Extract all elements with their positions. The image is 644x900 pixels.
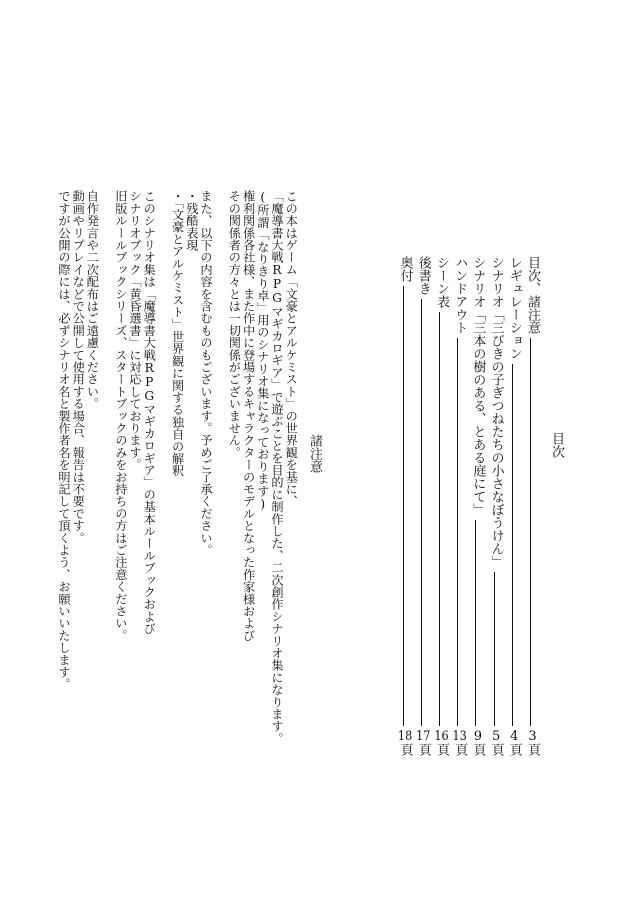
- toc-entry-label: ハンドアウト: [452, 256, 468, 334]
- toc-page-number: [487, 730, 503, 756]
- toc-entry-label: 目次、諸注意: [525, 256, 540, 334]
- notes-line: ・「文豪とアルケミスト」世界観に関する独自の解釈: [170, 190, 185, 477]
- toc-page-unit: 頁: [470, 743, 486, 756]
- toc-page-digits: 17: [416, 730, 431, 743]
- toc-page-number: [450, 730, 466, 756]
- toc-leader-line: [403, 286, 404, 726]
- toc-page-number: [432, 730, 448, 756]
- notes-line: 「魔導書大戦RPGマギカロギア」で遊ぶことを目的に制作した、二次創作シナリオ集になります。: [270, 190, 284, 745]
- notes-line: 動画やリプレイなどで公開して使用する場合、報告は不要です。: [71, 190, 86, 544]
- toc-entry-label: シナリオ「三びきの子ぎつねたちの小さなぼうけん」: [488, 256, 504, 568]
- toc-leader-line: [494, 572, 495, 726]
- toc-page-number: [396, 730, 412, 756]
- notes-line: また、以下の内容を含むものもございます。予めご了承ください。: [199, 190, 213, 556]
- toc-page-unit: 頁: [506, 743, 522, 756]
- toc-leader-line: [421, 299, 422, 726]
- notes-line: 自作発言や二次配布はご遠慮ください。: [85, 190, 100, 410]
- notes-title: 諸注意: [307, 434, 322, 473]
- toc-page-digits: 16: [434, 730, 449, 743]
- toc-page-digits: 3: [528, 730, 537, 743]
- toc-entry: [414, 256, 430, 764]
- toc-title: 目次: [549, 432, 564, 458]
- toc-entry: [450, 256, 466, 764]
- toc-page-digits: 4: [510, 730, 519, 743]
- notes-line: この本はゲーム「文豪とアルケミスト」の世界観を基に、: [284, 190, 299, 508]
- toc-page-number: [468, 730, 484, 756]
- toc-page-number: [505, 730, 521, 756]
- toc-page-digits: 13: [452, 730, 467, 743]
- toc-leader-line: [530, 338, 531, 726]
- toc-entry-label: シーン表: [434, 256, 449, 308]
- toc-page-unit: 頁: [452, 743, 468, 756]
- toc-leader-line: [457, 338, 458, 726]
- toc-page-number: [414, 730, 430, 756]
- toc-entry: [468, 256, 484, 764]
- toc-entry-label: シナリオ「三本の樹のある、とある庭にて」: [470, 256, 486, 516]
- toc-entry: [487, 256, 503, 764]
- toc-leader-line: [439, 312, 440, 726]
- notes-line: このシナリオ集は「魔導書大戦RPGマギカロギア」の基本ルールブックおよび: [142, 190, 157, 635]
- toc-leader-line: [475, 520, 476, 726]
- toc-page-unit: 頁: [415, 743, 431, 756]
- notes-line: 旧版ルールブックシリーズ、スタートブックのみをお持ちの方はご注意ください。: [113, 190, 128, 642]
- notes-line: ・残酷表現: [184, 190, 199, 251]
- notes-line: その関係者の方々とは一切関係がございません。: [227, 190, 242, 459]
- toc-entry: [396, 256, 412, 764]
- toc-entry-label: レギュレーション: [506, 256, 522, 360]
- toc-leader-line: [512, 364, 513, 726]
- toc-entry-label: 後書き: [415, 256, 431, 295]
- toc-page-unit: 頁: [488, 743, 504, 756]
- notes-line: ですが公開の際には、必ずシナリオ名と製作者名を明記して頂くよう、お願いいたします。: [57, 190, 71, 691]
- notes-line: シナリオブック「黄昏選書」に対応しております。: [128, 190, 142, 471]
- toc-page-unit: 頁: [525, 743, 540, 756]
- toc-page-digits: 18: [397, 730, 413, 743]
- toc-page-digits: 9: [473, 730, 483, 743]
- notes-line: 権利関係各社様、また作中に登場するキャラクターのモデルとなった作家様および: [241, 190, 256, 642]
- toc-entry-label: 奥付: [397, 256, 413, 282]
- toc-page-unit: 頁: [397, 743, 413, 756]
- notes-line: (所謂「なりきり卓」用のシナリオ集になっております): [255, 190, 270, 511]
- toc-page-number: [523, 730, 539, 756]
- toc-entry: [523, 256, 539, 764]
- toc-entry: [432, 256, 448, 764]
- toc-entry: [505, 256, 521, 764]
- toc-page-digits: 5: [491, 730, 501, 743]
- toc-page-unit: 頁: [434, 743, 449, 756]
